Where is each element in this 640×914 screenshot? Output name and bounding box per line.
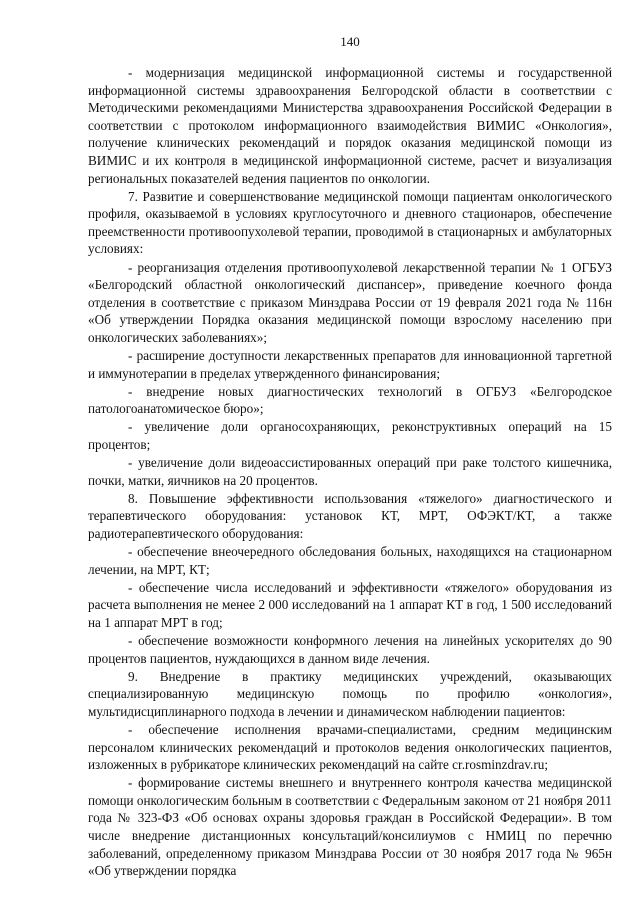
paragraph-diagnostic-tech: - внедрение новых диагностических технологий в ОГБУЗ «Белгородское патологоанатомическое бюро»;: [88, 383, 612, 417]
paragraph-quality-control: - формирование системы внешнего и внутреннего контроля качества медицинской помощи онкологическим больным в соответствии с Федеральным законом от 21 ноября 2011 года № 323-ФЗ «Об основах охраны здоровья граждан в Российской Федерации». В том числе внедрение дистанционных консультаций/консилиумов с НМИЦ по перечню заболеваний, определенному приказом Минздрава России от 30 ноября 2017 года № 965н «Об утверждении порядка: [88, 775, 612, 879]
paragraph-drug-access: - расширение доступности лекарственных препаратов для инновационной таргетной и иммунотерапии в пределах утвержденного финансирования;: [88, 348, 612, 381]
paragraph-equipment-usage: - обеспечение числа исследований и эффективности «тяжелого» оборудования из расчета выполнения не менее 2 000 исследований на 1 аппарат КТ в год, 1 500 исследований на 1 аппарат МРТ в год;: [88, 579, 612, 630]
paragraph-reorganization: - реорганизация отделения противоопухолевой лекарственной терапии № 1 ОГБУЗ «Белгородский областной онкологический диспансер», приведение коечного фонда отделения в соответствие с приказом Минздрава России от 19 февраля 2021 года № 116н «Об утверждении Порядка оказания медицинской помощи взрослому населению при онкологических заболеваниях»;: [88, 259, 612, 345]
paragraph-clinical-guidelines: - обеспечение исполнения врачами-специалистами, средним медицинским персоналом клинических рекомендаций и протоколов ведения онкологических пациентов, изложенных в рубрикаторе клинических рекомендаций на сайте cr.rosminzdrav.ru;: [88, 721, 612, 773]
paragraph-video-assisted: - увеличение доли видеоассистированных операций при раке толстого кишечника, почки, матки, яичников на 20 процентов.: [88, 455, 612, 488]
paragraph-item-7: 7. Развитие и совершенствование медицинской помощи пациентам онкологического профиля, оказываемой в условиях круглосуточного и дневного стационаров, обеспечение преемственности противоопухолевой терапии, проводимой в стационарных и амбулаторных условиях:: [88, 188, 612, 257]
paragraph-conformal-treatment: - обеспечение возможности конформного лечения на линейных ускорителях до 90 процентов пациентов, нуждающихся в данном виде лечения.: [88, 633, 612, 666]
paragraph-organ-preserving: - увеличение доли органосохраняющих, реконструктивных операций на 15 процентов;: [88, 419, 612, 452]
page-number: 140: [340, 34, 360, 49]
paragraph-item-8: 8. Повышение эффективности использования «тяжелого» диагностического и терапевтического оборудования: установок КТ, МРТ, ОФЭКТ/КТ, а также радиотерапевтического оборудования:: [88, 490, 612, 541]
paragraph-item-9: 9. Внедрение в практику медицинских учреждений, оказывающих специализированную медицинскую помощь по профилю «онкология», мультидисциплинарного подхода в лечении и динамическом наблюдении пациентов:: [88, 668, 612, 719]
document-page: [88, 34, 612, 880]
paragraph-urgent-exam: - обеспечение внеочередного обследования больных, находящихся на стационарном лечении, на МРТ, КТ;: [88, 544, 612, 577]
paragraph-mis-modernization: - модернизация медицинской информационной системы и государственной информационной системы здравоохранения Белгородской области в соответствии с Методическими рекомендациями Министерства здравоохранения Российской Федерации в соответствии с протоколом информационного взаимодействия ВИМИС «Онкология», получение клинических рекомендаций и порядок оказания медицинской помощи из ВИМИС и их контроля в медицинской информационной системе, расчет и визуализация региональных показателей ведения пациентов по онкологии.: [88, 65, 612, 186]
